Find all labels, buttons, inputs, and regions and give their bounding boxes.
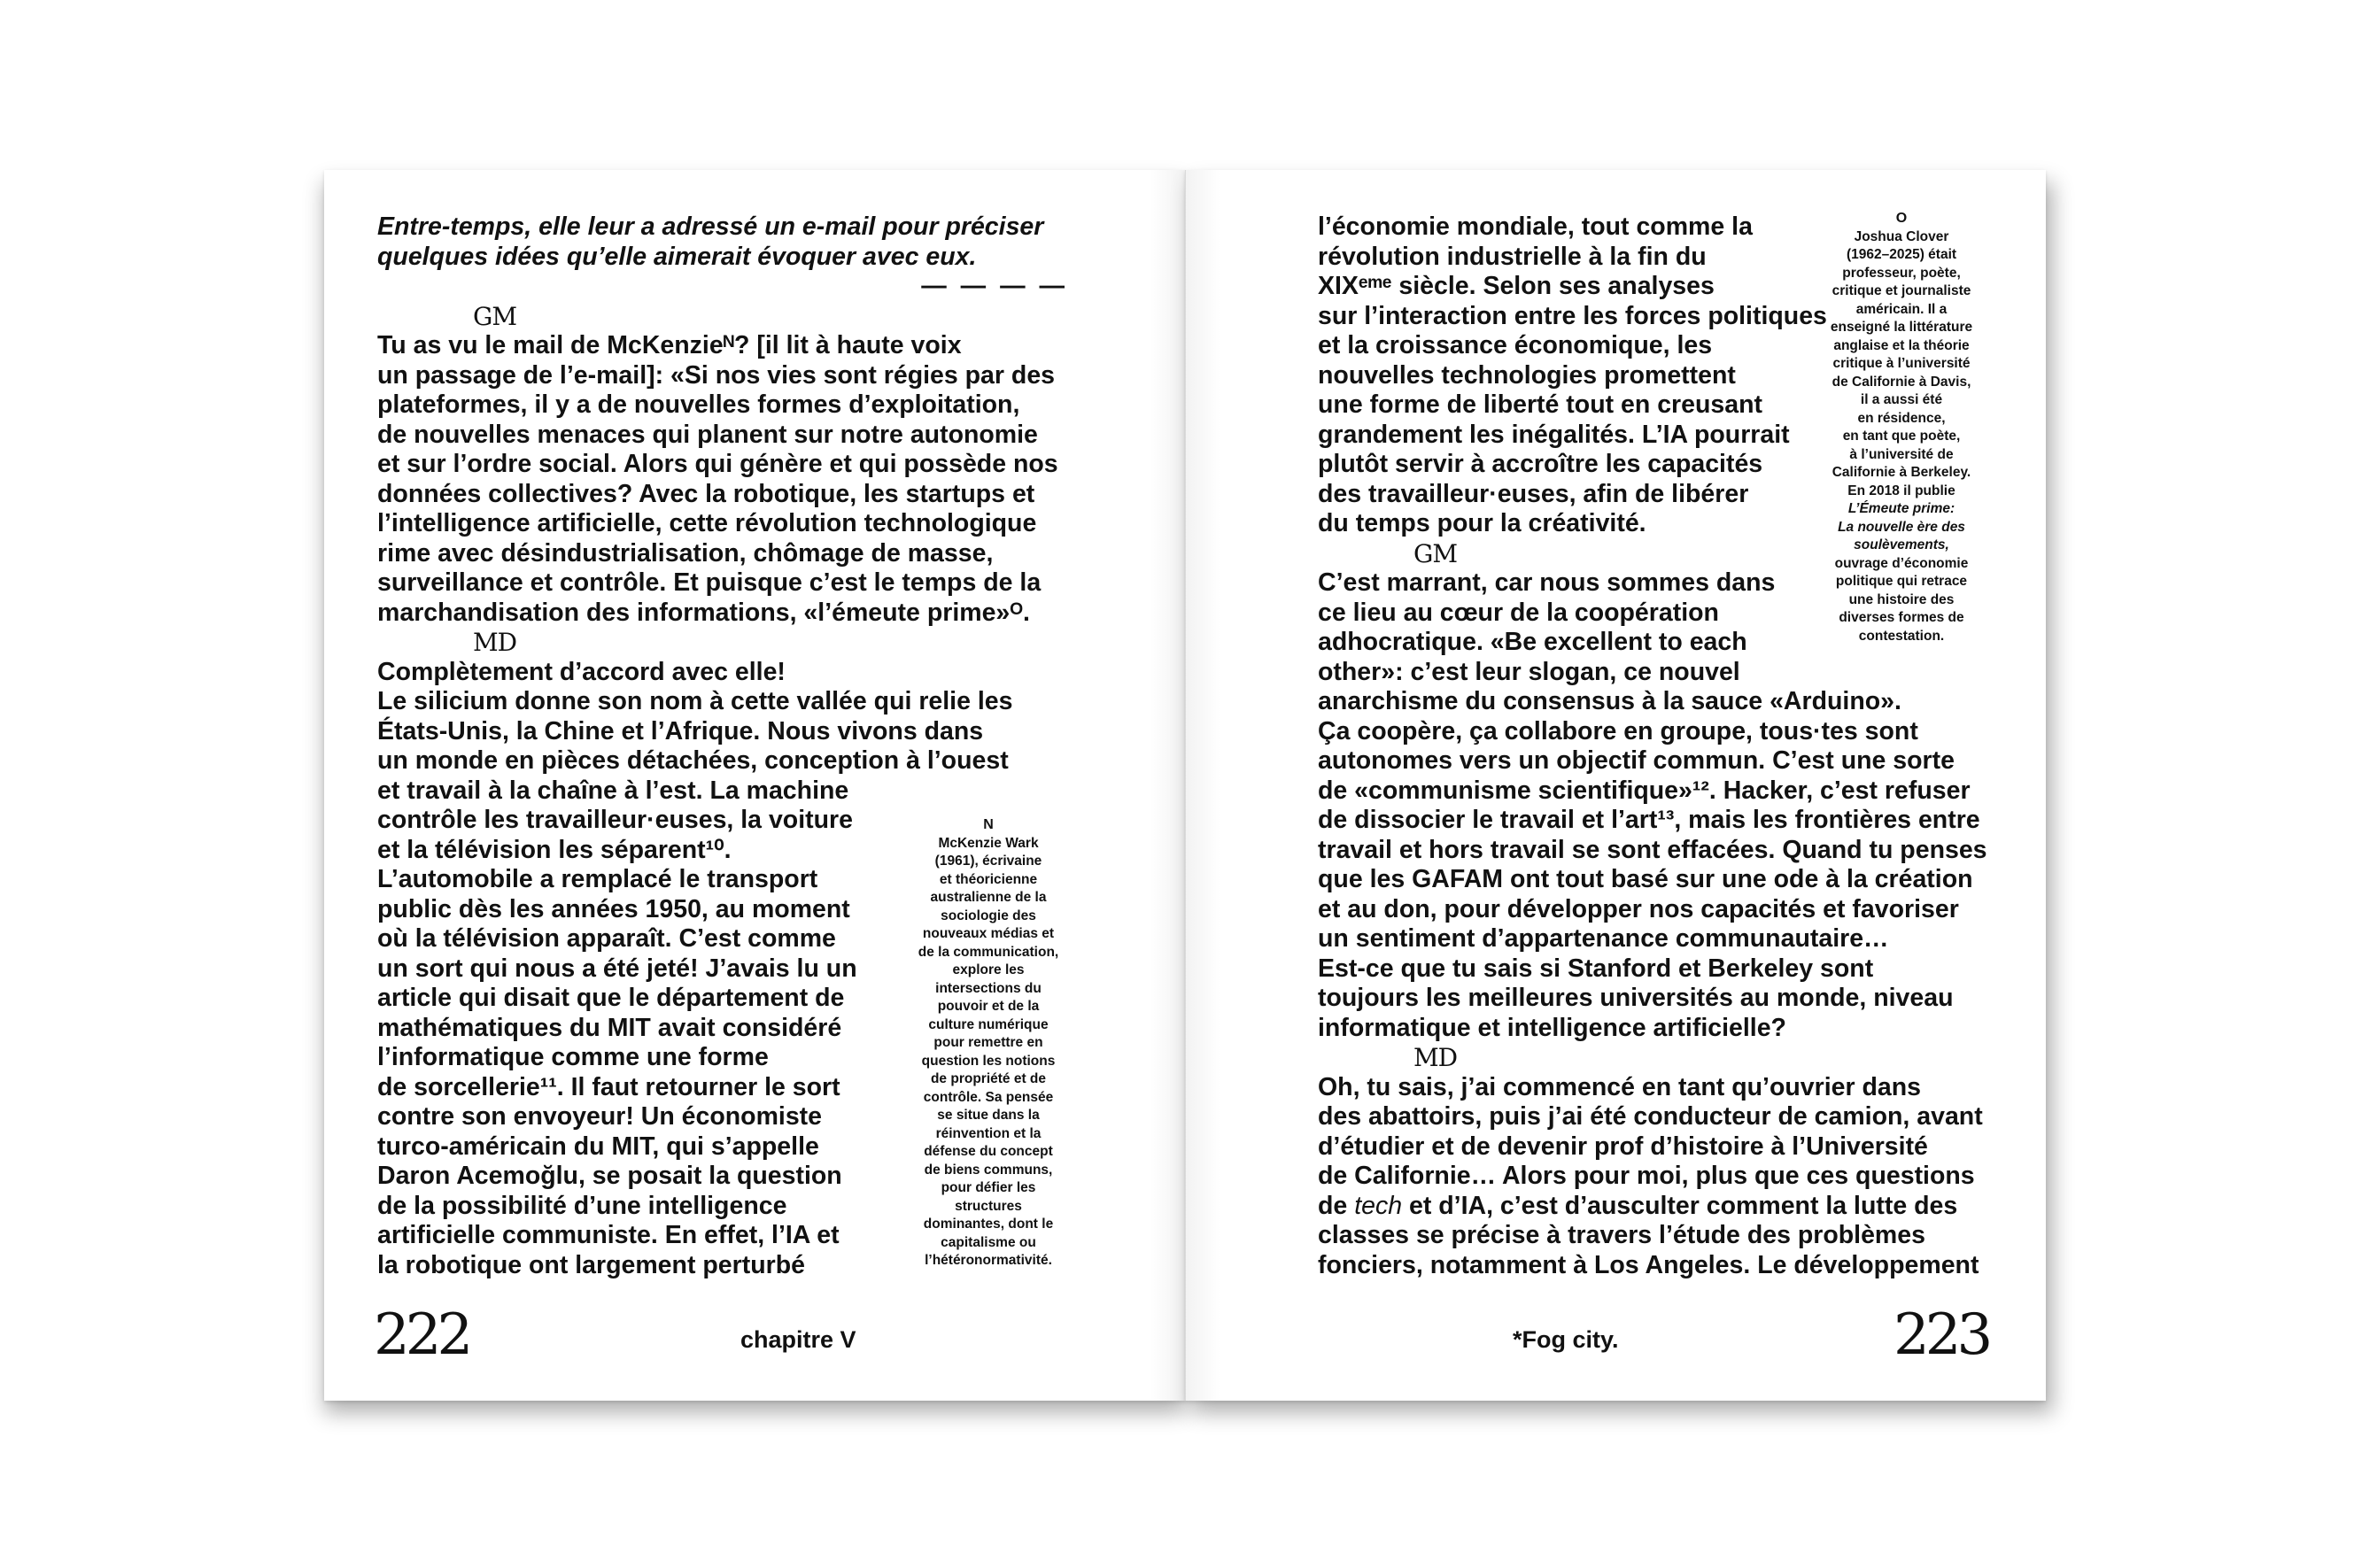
note-line: nouveaux médias et (922, 926, 1055, 941)
text-line: surveillance et contrôle. Et puisque c’est le temps de la (377, 568, 1042, 597)
text-line: que les GAFAM ont tout basé sur une ode à la création (1318, 865, 1973, 893)
text-line: C’est marrant, car nous sommes dans (1318, 568, 1776, 597)
text-line: plutôt servir à accroître les capacités (1318, 450, 1763, 478)
intro-line: quelques idées qu’elle aimerait évoquer avec eux. (377, 242, 977, 271)
text-line: Ça coopère, ça collabore en groupe, tous·tes sont (1318, 716, 1918, 745)
text-line: adhocratique. «Be excellent to each (1318, 628, 1747, 656)
text-line: la robotique ont largement perturbé (377, 1250, 805, 1279)
text-line: de la possibilité d’une intelligence (377, 1191, 787, 1220)
note-line: réinvention et la (935, 1125, 1042, 1141)
text-line: l’informatique comme une forme (377, 1043, 769, 1071)
text-line: classes se précise à travers l’étude des problèmes (1318, 1221, 1925, 1249)
note-line: (1961), écrivaine (934, 854, 1042, 869)
note-line-italic: La nouvelle ère des (1838, 519, 1965, 535)
margin-note-o (1800, 210, 2003, 645)
note-line: McKenzie Wark (938, 835, 1039, 851)
note-line: il a aussi été (1860, 392, 1943, 407)
gutter-shade-left (1150, 170, 1185, 1401)
note-line: pour défier les (941, 1180, 1036, 1195)
note-line: australienne de la (930, 890, 1047, 905)
note-line: politique qui retrace (1835, 574, 1968, 589)
note-line: de biens communs, (924, 1162, 1053, 1178)
note-line: critique à l’université (1832, 356, 1971, 371)
text-line: et la croissance économique, les (1318, 331, 1713, 359)
note-line: anglaise et la théorie (1833, 337, 1970, 353)
text-line: où la télévision apparaît. C’est comme (377, 924, 836, 953)
note-line: contrôle. Sa pensée (923, 1089, 1054, 1105)
intro-line: Entre-temps, elle leur a adressé un e-mail pour préciser (377, 212, 1044, 241)
text-line-with-italic (1318, 1192, 2017, 1222)
note-line: en résidence, (1857, 410, 1946, 426)
note-line: une histoire des (1848, 591, 1955, 607)
note-letter: O (1895, 211, 1908, 226)
text-line: autonomes vers un objectif commun. C’est une sorte (1318, 746, 1955, 775)
speaker-label: GM (1413, 538, 1458, 568)
text-line: États-Unis, la Chine et l’Afrique. Nous vivons dans (377, 716, 984, 745)
note-line: pouvoir et de la (937, 999, 1040, 1014)
text-line: un passage de l’e-mail]: «Si nos vies sont régies par des (377, 360, 1056, 390)
note-line: diverses formes de (1839, 610, 1964, 625)
text-line: L’automobile a remplacé le transport (377, 865, 818, 893)
text-line: Complètement d’accord avec elle! (377, 657, 786, 686)
text-line: contrôle les travailleur·euses, la voiture (377, 806, 853, 834)
text-line: de Californie… Alors pour moi, plus que ces questions (1318, 1162, 1975, 1190)
speaker-label: MD (473, 628, 517, 657)
gutter-shade-right (1185, 170, 1220, 1401)
text-line: nouvelles technologies promettent (1318, 360, 1736, 390)
text-line: plateformes, il y a de nouvelles formes d’exploitation, (377, 390, 1020, 419)
text-line: l’économie mondiale, tout comme la (1318, 212, 1753, 241)
note-line: de la communication, (918, 944, 1059, 960)
speaker-label: MD (1413, 1043, 1458, 1072)
note-line: de Californie à Davis, (1832, 374, 1971, 390)
note-line: professeur, poète, (1842, 265, 1961, 281)
text-line: Tu as vu le mail de McKenzieᴺ? [il lit à haute voix (377, 331, 962, 359)
text-line: anarchisme du consensus à la sauce «Arduino». (1318, 687, 1901, 715)
text-line: du temps pour la créativité. (1318, 509, 1646, 537)
text-line: données collectives? Avec la robotique, les startups et (377, 479, 1035, 508)
text-line: un monde en pièces détachées, conception à l’ouest (377, 746, 1009, 775)
text-line: contre son envoyeur! Un économiste (377, 1102, 823, 1131)
text-line: et au don, pour développer nos capacités et favoriser (1318, 894, 1959, 923)
note-line: structures (955, 1198, 1022, 1214)
note-line: capitalisme ou (941, 1234, 1036, 1250)
text-line: marchandisation des informations, «l’émeute prime»ᴼ. (377, 598, 1030, 627)
note-line: dominantes, dont le (923, 1217, 1054, 1232)
note-line: ouvrage d’économie (1834, 555, 1969, 571)
note-letter: N (983, 817, 994, 832)
text-line: et travail à la chaîne à l’est. La machine (377, 776, 849, 805)
text-line: other»: c’est leur slogan, ce nouvel (1318, 657, 1740, 686)
note-line: Joshua Clover (1854, 228, 1949, 244)
running-head: chapitre V (740, 1326, 856, 1353)
note-line: En 2018 il publie (1847, 483, 1955, 498)
text-line: de dissocier le travail et l’art¹³, mais les frontières entre (1318, 806, 1980, 834)
italic-term: tech (1354, 1191, 1403, 1220)
text-line: de nouvelles menaces qui planent sur notre autonomie (377, 420, 1038, 449)
running-head: *Fog city. (1513, 1326, 1619, 1353)
text-line: Le silicium donne son nom à cette vallée qui relie les (377, 687, 1013, 715)
text-fragment: et d’IA, c’est d’ausculter comment la lutte des (1402, 1191, 1958, 1220)
text-line: ce lieu au cœur de la coopération (1318, 598, 1719, 627)
margin-note-n (891, 816, 1086, 1271)
right-page (1185, 170, 2046, 1401)
note-line: question les notions (921, 1053, 1056, 1069)
note-line: (1962–2025) était (1846, 247, 1957, 262)
note-line: à l’université de (1849, 446, 1954, 462)
text-fragment: de (1318, 1191, 1355, 1220)
page-number: 222 (374, 1302, 469, 1368)
text-line: sur l’interaction entre les forces politiques (1318, 301, 1827, 330)
note-line: Californie à Berkeley. (1832, 465, 1971, 480)
intro-dash: — — — — (921, 272, 1068, 300)
text-line: et sur l’ordre social. Alors qui génère et qui possède nos (377, 450, 1058, 478)
text-line: une forme de liberté tout en creusant (1318, 390, 1763, 419)
text-line: travail et hors travail se sont effacées. Quand tu penses (1318, 835, 1987, 864)
note-line: et théoricienne (939, 871, 1038, 887)
page-number: 223 (1893, 1302, 1989, 1368)
note-line: enseigné la littérature (1830, 320, 1973, 335)
note-line: critique et journaliste (1832, 283, 1971, 298)
left-page (324, 170, 1185, 1401)
text-line: grandement les inégalités. L’IA pourrait (1318, 420, 1790, 449)
text-line: XIXᵉᵐᵉ siècle. Selon ses analyses (1318, 272, 1715, 300)
note-line: explore les (952, 962, 1025, 977)
text-line: rime avec désindustrialisation, chômage de masse, (377, 538, 994, 568)
note-line-italic: L’Émeute prime: (1847, 501, 1955, 516)
text-line: fonciers, notamment à Los Angeles. Le développement (1318, 1250, 1979, 1279)
text-line: mathématiques du MIT avait considéré (377, 1013, 842, 1042)
text-line: turco-américain du MIT, qui s’appelle (377, 1132, 819, 1161)
speaker-label: GM (473, 301, 517, 331)
note-line: culture numérique (928, 1016, 1049, 1032)
text-line: un sentiment d’appartenance communautaire… (1318, 924, 1889, 953)
text-line: article qui disait que le département de (377, 984, 845, 1012)
note-line: américain. Il a (1855, 301, 1948, 317)
text-line: artificielle communiste. En effet, l’IA et (377, 1221, 840, 1249)
note-line: sociologie des (941, 908, 1036, 923)
text-line: et la télévision les séparent¹⁰. (377, 835, 732, 864)
note-line-italic: soulèvements, (1854, 537, 1949, 552)
note-line: l’hétéronormativité. (925, 1253, 1052, 1268)
note-line: se situe dans la (937, 1108, 1040, 1123)
note-line: intersections du (935, 980, 1042, 996)
note-line: de propriété et de (930, 1071, 1047, 1086)
text-line: Est-ce que tu sais si Stanford et Berkeley sont (1318, 954, 1874, 983)
text-line: révolution industrielle à la fin du (1318, 242, 1707, 271)
note-line: défense du concept (924, 1144, 1053, 1159)
note-line: contestation. (1858, 628, 1945, 644)
text-line: des abattoirs, puis j’ai été conducteur de camion, avant (1318, 1102, 1983, 1131)
text-line: d’étudier et de devenir prof d’histoire à l’Université (1318, 1132, 1928, 1161)
text-line: un sort qui nous a été jeté! J’avais lu un (377, 954, 857, 983)
text-line: de «communisme scientifique»¹². Hacker, c’est refuser (1318, 776, 1971, 805)
text-line: Daron Acemoğlu, se posait la question (377, 1162, 842, 1190)
note-line: pour remettre en (933, 1035, 1043, 1050)
text-line: l’intelligence artificielle, cette révolution technologique (377, 509, 1037, 537)
note-line: en tant que poète, (1842, 429, 1961, 444)
text-line: public dès les années 1950, au moment (377, 894, 850, 923)
text-line: Oh, tu sais, j’ai commencé en tant qu’ouvrier dans (1318, 1072, 1922, 1101)
text-line: informatique et intelligence artificielle? (1318, 1013, 1786, 1042)
text-line: toujours les meilleures universités au monde, niveau (1318, 984, 1954, 1012)
text-line: de sorcellerie¹¹. Il faut retourner le sort (377, 1072, 840, 1101)
text-line: des travailleur·euses, afin de libérer (1318, 479, 1749, 508)
